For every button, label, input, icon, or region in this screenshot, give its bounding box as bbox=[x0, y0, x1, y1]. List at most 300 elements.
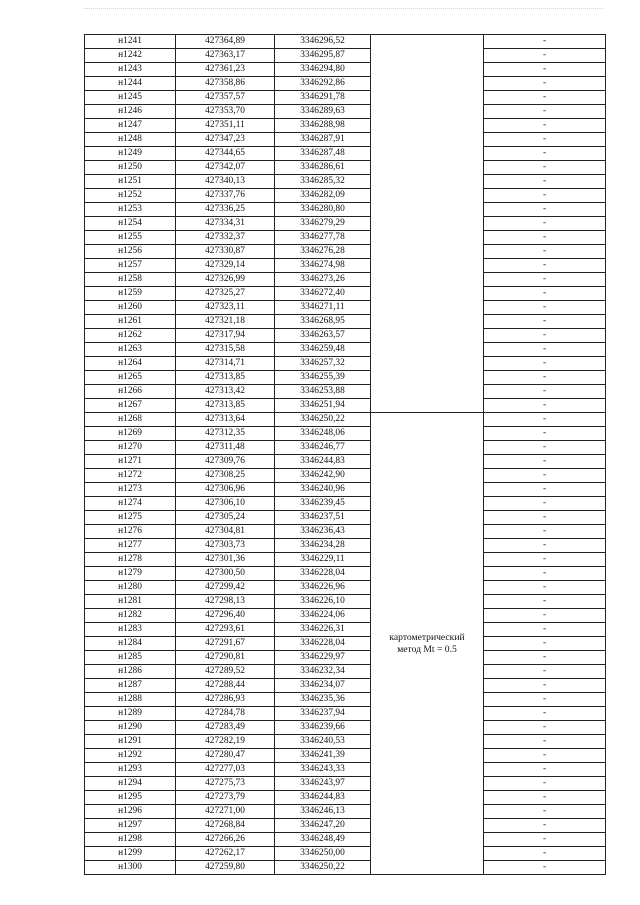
note-cell: - bbox=[484, 665, 606, 679]
x-coordinate-cell: 427273,79 bbox=[176, 791, 275, 805]
x-coordinate-cell: 427303,73 bbox=[176, 539, 275, 553]
note-cell: - bbox=[484, 273, 606, 287]
point-id-cell: н1244 bbox=[85, 77, 176, 91]
point-id-cell: н1269 bbox=[85, 427, 176, 441]
table-row bbox=[85, 595, 606, 609]
y-coordinate-cell: 3346279,29 bbox=[275, 217, 371, 231]
x-coordinate-cell: 427311,48 bbox=[176, 441, 275, 455]
point-id-cell: н1288 bbox=[85, 693, 176, 707]
x-coordinate-cell: 427282,19 bbox=[176, 735, 275, 749]
x-coordinate-cell: 427353,70 bbox=[176, 105, 275, 119]
x-coordinate-cell: 427277,03 bbox=[176, 763, 275, 777]
table-row bbox=[85, 259, 606, 273]
y-coordinate-cell: 3346244,83 bbox=[275, 791, 371, 805]
point-id-cell: н1248 bbox=[85, 133, 176, 147]
note-cell: - bbox=[484, 819, 606, 833]
x-coordinate-cell: 427342,07 bbox=[176, 161, 275, 175]
note-cell: - bbox=[484, 651, 606, 665]
note-cell: - bbox=[484, 441, 606, 455]
table-row bbox=[85, 805, 606, 819]
x-coordinate-cell: 427337,76 bbox=[176, 189, 275, 203]
note-cell: - bbox=[484, 189, 606, 203]
point-id-cell: н1282 bbox=[85, 609, 176, 623]
x-coordinate-cell: 427358,86 bbox=[176, 77, 275, 91]
y-coordinate-cell: 3346280,80 bbox=[275, 203, 371, 217]
table-row bbox=[85, 609, 606, 623]
y-coordinate-cell: 3346240,96 bbox=[275, 483, 371, 497]
y-coordinate-cell: 3346224,06 bbox=[275, 609, 371, 623]
note-cell: - bbox=[484, 35, 606, 49]
y-coordinate-cell: 3346282,09 bbox=[275, 189, 371, 203]
point-id-cell: н1300 bbox=[85, 861, 176, 875]
note-cell: - bbox=[484, 119, 606, 133]
table-row bbox=[85, 119, 606, 133]
note-cell: - bbox=[484, 427, 606, 441]
point-id-cell: н1275 bbox=[85, 511, 176, 525]
y-coordinate-cell: 3346291,78 bbox=[275, 91, 371, 105]
note-cell: - bbox=[484, 231, 606, 245]
note-cell: - bbox=[484, 287, 606, 301]
point-id-cell: н1243 bbox=[85, 63, 176, 77]
point-id-cell: н1292 bbox=[85, 749, 176, 763]
y-coordinate-cell: 3346250,22 bbox=[275, 861, 371, 875]
y-coordinate-cell: 3346289,63 bbox=[275, 105, 371, 119]
note-cell: - bbox=[484, 329, 606, 343]
table-row bbox=[85, 245, 606, 259]
table-row bbox=[85, 161, 606, 175]
x-coordinate-cell: 427306,10 bbox=[176, 497, 275, 511]
note-cell: - bbox=[484, 763, 606, 777]
x-coordinate-cell: 427271,00 bbox=[176, 805, 275, 819]
note-cell: - bbox=[484, 63, 606, 77]
x-coordinate-cell: 427347,23 bbox=[176, 133, 275, 147]
x-coordinate-cell: 427301,36 bbox=[176, 553, 275, 567]
y-coordinate-cell: 3346259,48 bbox=[275, 343, 371, 357]
method-cell-empty bbox=[371, 35, 484, 413]
table-row bbox=[85, 413, 606, 427]
note-cell: - bbox=[484, 105, 606, 119]
x-coordinate-cell: 427314,71 bbox=[176, 357, 275, 371]
y-coordinate-cell: 3346268,95 bbox=[275, 315, 371, 329]
x-coordinate-cell: 427344,65 bbox=[176, 147, 275, 161]
table-row bbox=[85, 427, 606, 441]
x-coordinate-cell: 427326,99 bbox=[176, 273, 275, 287]
point-id-cell: н1255 bbox=[85, 231, 176, 245]
y-coordinate-cell: 3346294,80 bbox=[275, 63, 371, 77]
table-row bbox=[85, 623, 606, 637]
x-coordinate-cell: 427296,40 bbox=[176, 609, 275, 623]
note-cell: - bbox=[484, 721, 606, 735]
x-coordinate-cell: 427325,27 bbox=[176, 287, 275, 301]
note-cell: - bbox=[484, 301, 606, 315]
x-coordinate-cell: 427305,24 bbox=[176, 511, 275, 525]
point-id-cell: н1271 bbox=[85, 455, 176, 469]
x-coordinate-cell: 427336,25 bbox=[176, 203, 275, 217]
point-id-cell: н1261 bbox=[85, 315, 176, 329]
table-row bbox=[85, 287, 606, 301]
table-row bbox=[85, 133, 606, 147]
point-id-cell: н1250 bbox=[85, 161, 176, 175]
y-coordinate-cell: 3346272,40 bbox=[275, 287, 371, 301]
coordinates-table bbox=[84, 34, 606, 875]
y-coordinate-cell: 3346253,88 bbox=[275, 385, 371, 399]
note-cell: - bbox=[484, 637, 606, 651]
y-coordinate-cell: 3346226,96 bbox=[275, 581, 371, 595]
x-coordinate-cell: 427266,26 bbox=[176, 833, 275, 847]
point-id-cell: н1297 bbox=[85, 819, 176, 833]
x-coordinate-cell: 427332,37 bbox=[176, 231, 275, 245]
y-coordinate-cell: 3346250,00 bbox=[275, 847, 371, 861]
table-row bbox=[85, 371, 606, 385]
y-coordinate-cell: 3346226,10 bbox=[275, 595, 371, 609]
y-coordinate-cell: 3346295,87 bbox=[275, 49, 371, 63]
x-coordinate-cell: 427313,85 bbox=[176, 399, 275, 413]
y-coordinate-cell: 3346240,53 bbox=[275, 735, 371, 749]
point-id-cell: н1286 bbox=[85, 665, 176, 679]
table-row bbox=[85, 455, 606, 469]
point-id-cell: н1285 bbox=[85, 651, 176, 665]
y-coordinate-cell: 3346287,91 bbox=[275, 133, 371, 147]
table-row bbox=[85, 735, 606, 749]
note-cell: - bbox=[484, 161, 606, 175]
table-row bbox=[85, 693, 606, 707]
method-cell: картометрический метод Mt = 0.5 bbox=[371, 413, 484, 875]
note-cell: - bbox=[484, 315, 606, 329]
note-cell: - bbox=[484, 553, 606, 567]
note-cell: - bbox=[484, 595, 606, 609]
table-row bbox=[85, 525, 606, 539]
table-row bbox=[85, 763, 606, 777]
y-coordinate-cell: 3346248,49 bbox=[275, 833, 371, 847]
point-id-cell: н1298 bbox=[85, 833, 176, 847]
table-row bbox=[85, 147, 606, 161]
note-cell: - bbox=[484, 525, 606, 539]
table-row bbox=[85, 273, 606, 287]
table-row bbox=[85, 441, 606, 455]
x-coordinate-cell: 427361,23 bbox=[176, 63, 275, 77]
y-coordinate-cell: 3346236,43 bbox=[275, 525, 371, 539]
point-id-cell: н1252 bbox=[85, 189, 176, 203]
coordinates-table-body bbox=[85, 35, 606, 875]
point-id-cell: н1263 bbox=[85, 343, 176, 357]
note-cell: - bbox=[484, 413, 606, 427]
table-row bbox=[85, 539, 606, 553]
table-row bbox=[85, 567, 606, 581]
y-coordinate-cell: 3346234,07 bbox=[275, 679, 371, 693]
table-row bbox=[85, 343, 606, 357]
y-coordinate-cell: 3346255,39 bbox=[275, 371, 371, 385]
x-coordinate-cell: 427364,89 bbox=[176, 35, 275, 49]
note-cell: - bbox=[484, 245, 606, 259]
y-coordinate-cell: 3346243,97 bbox=[275, 777, 371, 791]
x-coordinate-cell: 427315,58 bbox=[176, 343, 275, 357]
x-coordinate-cell: 427357,57 bbox=[176, 91, 275, 105]
note-cell: - bbox=[484, 609, 606, 623]
point-id-cell: н1242 bbox=[85, 49, 176, 63]
table-row bbox=[85, 777, 606, 791]
x-coordinate-cell: 427286,93 bbox=[176, 693, 275, 707]
y-coordinate-cell: 3346274,98 bbox=[275, 259, 371, 273]
table-row bbox=[85, 497, 606, 511]
note-cell: - bbox=[484, 861, 606, 875]
point-id-cell: н1274 bbox=[85, 497, 176, 511]
note-cell: - bbox=[484, 833, 606, 847]
note-cell: - bbox=[484, 497, 606, 511]
y-coordinate-cell: 3346246,13 bbox=[275, 805, 371, 819]
note-cell: - bbox=[484, 77, 606, 91]
y-coordinate-cell: 3346296,52 bbox=[275, 35, 371, 49]
x-coordinate-cell: 427268,84 bbox=[176, 819, 275, 833]
x-coordinate-cell: 427309,76 bbox=[176, 455, 275, 469]
table-row bbox=[85, 665, 606, 679]
x-coordinate-cell: 427300,50 bbox=[176, 567, 275, 581]
note-cell: - bbox=[484, 539, 606, 553]
note-cell: - bbox=[484, 567, 606, 581]
point-id-cell: н1265 bbox=[85, 371, 176, 385]
point-id-cell: н1284 bbox=[85, 637, 176, 651]
table-row bbox=[85, 217, 606, 231]
x-coordinate-cell: 427313,42 bbox=[176, 385, 275, 399]
note-cell: - bbox=[484, 483, 606, 497]
table-row bbox=[85, 399, 606, 413]
x-coordinate-cell: 427313,64 bbox=[176, 413, 275, 427]
y-coordinate-cell: 3346244,83 bbox=[275, 455, 371, 469]
y-coordinate-cell: 3346241,39 bbox=[275, 749, 371, 763]
y-coordinate-cell: 3346229,11 bbox=[275, 553, 371, 567]
table-row bbox=[85, 511, 606, 525]
point-id-cell: н1267 bbox=[85, 399, 176, 413]
point-id-cell: н1241 bbox=[85, 35, 176, 49]
x-coordinate-cell: 427284,78 bbox=[176, 707, 275, 721]
table-row bbox=[85, 469, 606, 483]
point-id-cell: н1273 bbox=[85, 483, 176, 497]
note-cell: - bbox=[484, 777, 606, 791]
point-id-cell: н1246 bbox=[85, 105, 176, 119]
y-coordinate-cell: 3346248,06 bbox=[275, 427, 371, 441]
note-cell: - bbox=[484, 49, 606, 63]
point-id-cell: н1262 bbox=[85, 329, 176, 343]
point-id-cell: н1291 bbox=[85, 735, 176, 749]
y-coordinate-cell: 3346242,90 bbox=[275, 469, 371, 483]
point-id-cell: н1259 bbox=[85, 287, 176, 301]
table-row bbox=[85, 847, 606, 861]
table-row bbox=[85, 357, 606, 371]
x-coordinate-cell: 427363,17 bbox=[176, 49, 275, 63]
y-coordinate-cell: 3346277,78 bbox=[275, 231, 371, 245]
x-coordinate-cell: 427308,25 bbox=[176, 469, 275, 483]
x-coordinate-cell: 427289,52 bbox=[176, 665, 275, 679]
point-id-cell: н1270 bbox=[85, 441, 176, 455]
point-id-cell: н1276 bbox=[85, 525, 176, 539]
table-row bbox=[85, 553, 606, 567]
note-cell: - bbox=[484, 343, 606, 357]
x-coordinate-cell: 427262,17 bbox=[176, 847, 275, 861]
table-row bbox=[85, 49, 606, 63]
y-coordinate-cell: 3346226,31 bbox=[275, 623, 371, 637]
y-coordinate-cell: 3346250,22 bbox=[275, 413, 371, 427]
note-cell: - bbox=[484, 385, 606, 399]
point-id-cell: н1251 bbox=[85, 175, 176, 189]
point-id-cell: н1296 bbox=[85, 805, 176, 819]
y-coordinate-cell: 3346228,04 bbox=[275, 637, 371, 651]
y-coordinate-cell: 3346234,28 bbox=[275, 539, 371, 553]
point-id-cell: н1249 bbox=[85, 147, 176, 161]
x-coordinate-cell: 427334,31 bbox=[176, 217, 275, 231]
table-row bbox=[85, 861, 606, 875]
table-row bbox=[85, 203, 606, 217]
note-cell: - bbox=[484, 203, 606, 217]
x-coordinate-cell: 427290,81 bbox=[176, 651, 275, 665]
table-row bbox=[85, 329, 606, 343]
note-cell: - bbox=[484, 847, 606, 861]
table-row bbox=[85, 791, 606, 805]
x-coordinate-cell: 427291,67 bbox=[176, 637, 275, 651]
x-coordinate-cell: 427288,44 bbox=[176, 679, 275, 693]
y-coordinate-cell: 3346228,04 bbox=[275, 567, 371, 581]
y-coordinate-cell: 3346237,94 bbox=[275, 707, 371, 721]
x-coordinate-cell: 427317,94 bbox=[176, 329, 275, 343]
x-coordinate-cell: 427313,85 bbox=[176, 371, 275, 385]
y-coordinate-cell: 3346229,97 bbox=[275, 651, 371, 665]
point-id-cell: н1299 bbox=[85, 847, 176, 861]
table-row bbox=[85, 189, 606, 203]
table-row bbox=[85, 91, 606, 105]
point-id-cell: н1293 bbox=[85, 763, 176, 777]
table-row bbox=[85, 483, 606, 497]
note-cell: - bbox=[484, 399, 606, 413]
x-coordinate-cell: 427351,11 bbox=[176, 119, 275, 133]
point-id-cell: н1272 bbox=[85, 469, 176, 483]
x-coordinate-cell: 427259,80 bbox=[176, 861, 275, 875]
note-cell: - bbox=[484, 147, 606, 161]
y-coordinate-cell: 3346276,28 bbox=[275, 245, 371, 259]
table-row bbox=[85, 581, 606, 595]
table-row bbox=[85, 679, 606, 693]
note-cell: - bbox=[484, 133, 606, 147]
table-row bbox=[85, 105, 606, 119]
point-id-cell: н1245 bbox=[85, 91, 176, 105]
y-coordinate-cell: 3346239,45 bbox=[275, 497, 371, 511]
y-coordinate-cell: 3346263,57 bbox=[275, 329, 371, 343]
y-coordinate-cell: 3346243,33 bbox=[275, 763, 371, 777]
note-cell: - bbox=[484, 455, 606, 469]
table-row bbox=[85, 385, 606, 399]
point-id-cell: н1260 bbox=[85, 301, 176, 315]
table-row bbox=[85, 819, 606, 833]
point-id-cell: н1258 bbox=[85, 273, 176, 287]
x-coordinate-cell: 427275,73 bbox=[176, 777, 275, 791]
note-cell: - bbox=[484, 371, 606, 385]
y-coordinate-cell: 3346246,77 bbox=[275, 441, 371, 455]
table-row bbox=[85, 301, 606, 315]
point-id-cell: н1253 bbox=[85, 203, 176, 217]
note-cell: - bbox=[484, 357, 606, 371]
table-row bbox=[85, 175, 606, 189]
x-coordinate-cell: 427304,81 bbox=[176, 525, 275, 539]
table-row bbox=[85, 63, 606, 77]
table-row bbox=[85, 833, 606, 847]
point-id-cell: н1277 bbox=[85, 539, 176, 553]
note-cell: - bbox=[484, 707, 606, 721]
y-coordinate-cell: 3346232,34 bbox=[275, 665, 371, 679]
table-row bbox=[85, 721, 606, 735]
note-cell: - bbox=[484, 259, 606, 273]
y-coordinate-cell: 3346271,11 bbox=[275, 301, 371, 315]
x-coordinate-cell: 427283,49 bbox=[176, 721, 275, 735]
y-coordinate-cell: 3346237,51 bbox=[275, 511, 371, 525]
y-coordinate-cell: 3346286,61 bbox=[275, 161, 371, 175]
table-row bbox=[85, 707, 606, 721]
note-cell: - bbox=[484, 623, 606, 637]
note-cell: - bbox=[484, 735, 606, 749]
table-row bbox=[85, 651, 606, 665]
x-coordinate-cell: 427299,42 bbox=[176, 581, 275, 595]
table-row bbox=[85, 231, 606, 245]
x-coordinate-cell: 427306,96 bbox=[176, 483, 275, 497]
table-row bbox=[85, 315, 606, 329]
note-cell: - bbox=[484, 217, 606, 231]
x-coordinate-cell: 427312,35 bbox=[176, 427, 275, 441]
x-coordinate-cell: 427293,61 bbox=[176, 623, 275, 637]
x-coordinate-cell: 427323,11 bbox=[176, 301, 275, 315]
point-id-cell: н1280 bbox=[85, 581, 176, 595]
note-cell: - bbox=[484, 749, 606, 763]
y-coordinate-cell: 3346287,48 bbox=[275, 147, 371, 161]
x-coordinate-cell: 427321,18 bbox=[176, 315, 275, 329]
point-id-cell: н1278 bbox=[85, 553, 176, 567]
note-cell: - bbox=[484, 469, 606, 483]
point-id-cell: н1256 bbox=[85, 245, 176, 259]
x-coordinate-cell: 427329,14 bbox=[176, 259, 275, 273]
y-coordinate-cell: 3346288,98 bbox=[275, 119, 371, 133]
point-id-cell: н1290 bbox=[85, 721, 176, 735]
note-cell: - bbox=[484, 693, 606, 707]
note-cell: - bbox=[484, 805, 606, 819]
point-id-cell: н1247 bbox=[85, 119, 176, 133]
note-cell: - bbox=[484, 791, 606, 805]
scan-header-line bbox=[84, 8, 604, 15]
x-coordinate-cell: 427280,47 bbox=[176, 749, 275, 763]
x-coordinate-cell: 427340,13 bbox=[176, 175, 275, 189]
y-coordinate-cell: 3346292,86 bbox=[275, 77, 371, 91]
note-cell: - bbox=[484, 511, 606, 525]
x-coordinate-cell: 427330,87 bbox=[176, 245, 275, 259]
point-id-cell: н1268 bbox=[85, 413, 176, 427]
point-id-cell: н1294 bbox=[85, 777, 176, 791]
y-coordinate-cell: 3346273,26 bbox=[275, 273, 371, 287]
note-cell: - bbox=[484, 91, 606, 105]
point-id-cell: н1257 bbox=[85, 259, 176, 273]
y-coordinate-cell: 3346251,94 bbox=[275, 399, 371, 413]
point-id-cell: н1279 bbox=[85, 567, 176, 581]
note-cell: - bbox=[484, 581, 606, 595]
point-id-cell: н1283 bbox=[85, 623, 176, 637]
table-row bbox=[85, 35, 606, 49]
point-id-cell: н1264 bbox=[85, 357, 176, 371]
y-coordinate-cell: 3346239,66 bbox=[275, 721, 371, 735]
point-id-cell: н1266 bbox=[85, 385, 176, 399]
point-id-cell: н1287 bbox=[85, 679, 176, 693]
y-coordinate-cell: 3346257,32 bbox=[275, 357, 371, 371]
table-row bbox=[85, 77, 606, 91]
table-row bbox=[85, 749, 606, 763]
y-coordinate-cell: 3346247,20 bbox=[275, 819, 371, 833]
point-id-cell: н1281 bbox=[85, 595, 176, 609]
table-row bbox=[85, 637, 606, 651]
note-cell: - bbox=[484, 679, 606, 693]
point-id-cell: н1289 bbox=[85, 707, 176, 721]
y-coordinate-cell: 3346285,32 bbox=[275, 175, 371, 189]
